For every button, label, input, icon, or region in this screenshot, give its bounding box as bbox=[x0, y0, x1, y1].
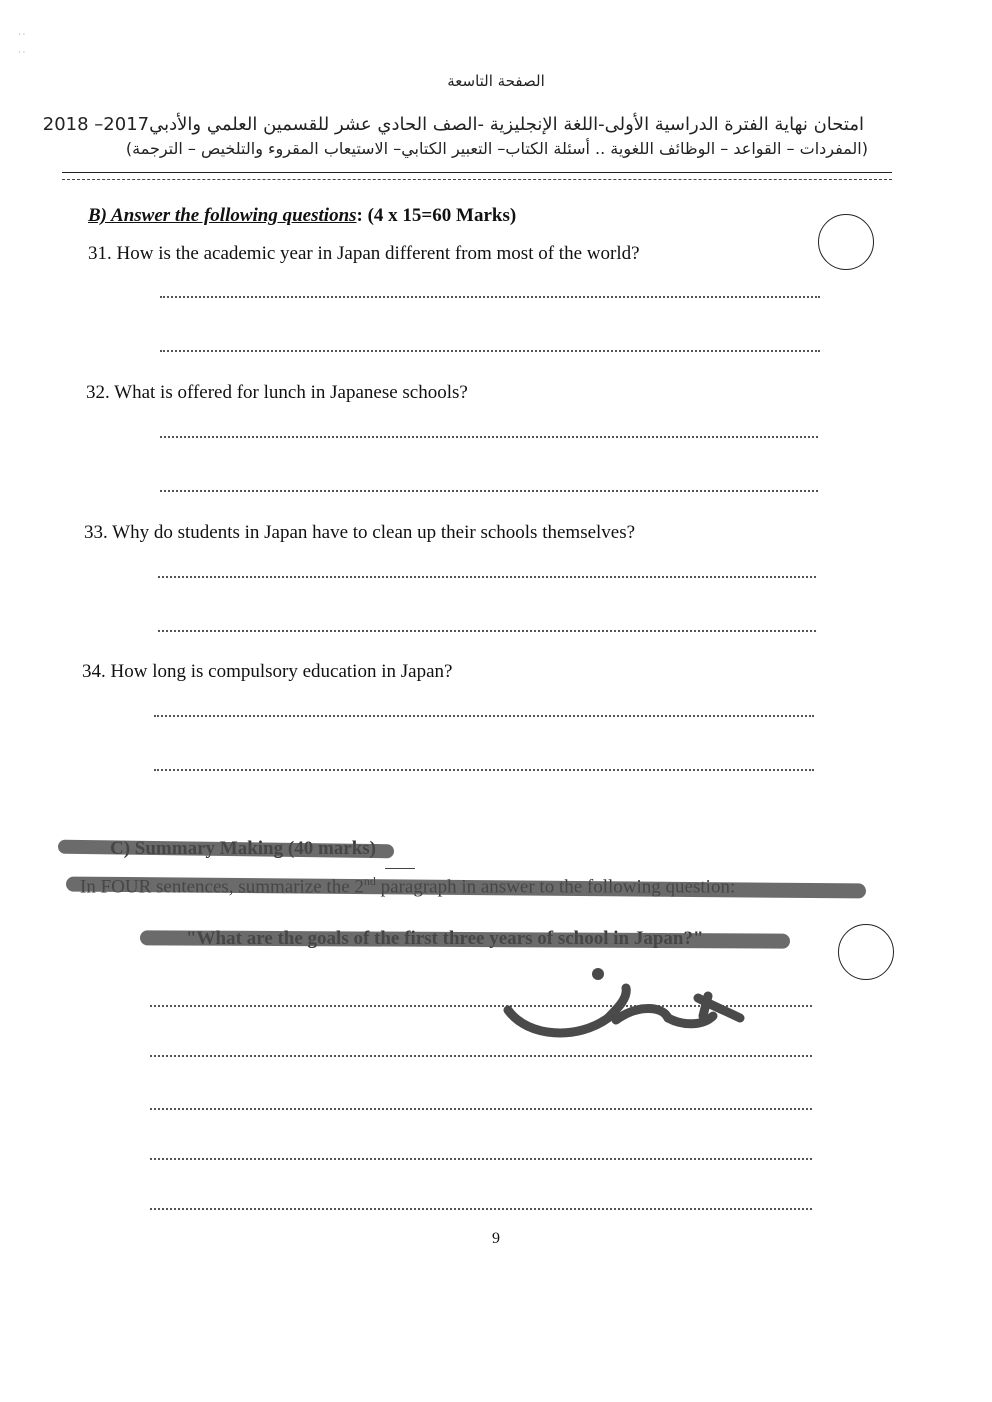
section-b-title: B) Answer the following questions bbox=[88, 205, 357, 226]
section-b-heading bbox=[88, 205, 516, 227]
question-34: 34. How long is compulsory education in Japan? bbox=[82, 661, 453, 682]
answer-line[interactable] bbox=[154, 769, 814, 771]
page-label: الصفحة التاسعة bbox=[447, 72, 545, 90]
question-33: 33. Why do students in Japan have to clean up their schools themselves? bbox=[84, 522, 636, 543]
question-32: 32. What is offered for lunch in Japanese schools? bbox=[86, 382, 468, 403]
summary-line[interactable] bbox=[150, 1055, 812, 1057]
answer-line[interactable] bbox=[160, 296, 820, 298]
section-b-marks: : (4 x 15=60 Marks) bbox=[356, 205, 517, 226]
answer-line[interactable] bbox=[154, 715, 814, 717]
page-number: 9 bbox=[492, 1230, 500, 1247]
header-rule bbox=[62, 172, 892, 173]
answer-line[interactable] bbox=[160, 350, 820, 352]
exam-header-topics: (المفردات – القواعد – الوظائف اللغوية .. أسئلة الكتاب– التعبير الكتابي– الاستيعاب المقروء والتلخيص – الترجمة) bbox=[125, 139, 868, 158]
answer-line[interactable] bbox=[160, 490, 818, 492]
score-circle-c bbox=[838, 924, 894, 980]
summary-line[interactable] bbox=[150, 1208, 812, 1210]
question-31: 31. How is the academic year in Japan different from most of the world? bbox=[88, 243, 640, 264]
handwritten-cancelled-mark bbox=[498, 968, 748, 1048]
scan-specks: · · · · bbox=[18, 30, 26, 57]
exam-header-title: امتحان نهاية الفترة الدراسية الأولى-اللغة الإنجليزية -الصف الحادي عشر للقسمين العلمي والأدبي2017– 2018 bbox=[42, 114, 864, 135]
header-dashed-rule bbox=[62, 179, 892, 180]
answer-line[interactable] bbox=[158, 630, 816, 632]
answer-line[interactable] bbox=[158, 576, 816, 578]
strike-tail bbox=[385, 868, 415, 869]
answer-line[interactable] bbox=[160, 436, 818, 438]
summary-line[interactable] bbox=[150, 1108, 812, 1110]
summary-line[interactable] bbox=[150, 1158, 812, 1160]
score-circle-b bbox=[818, 214, 874, 270]
